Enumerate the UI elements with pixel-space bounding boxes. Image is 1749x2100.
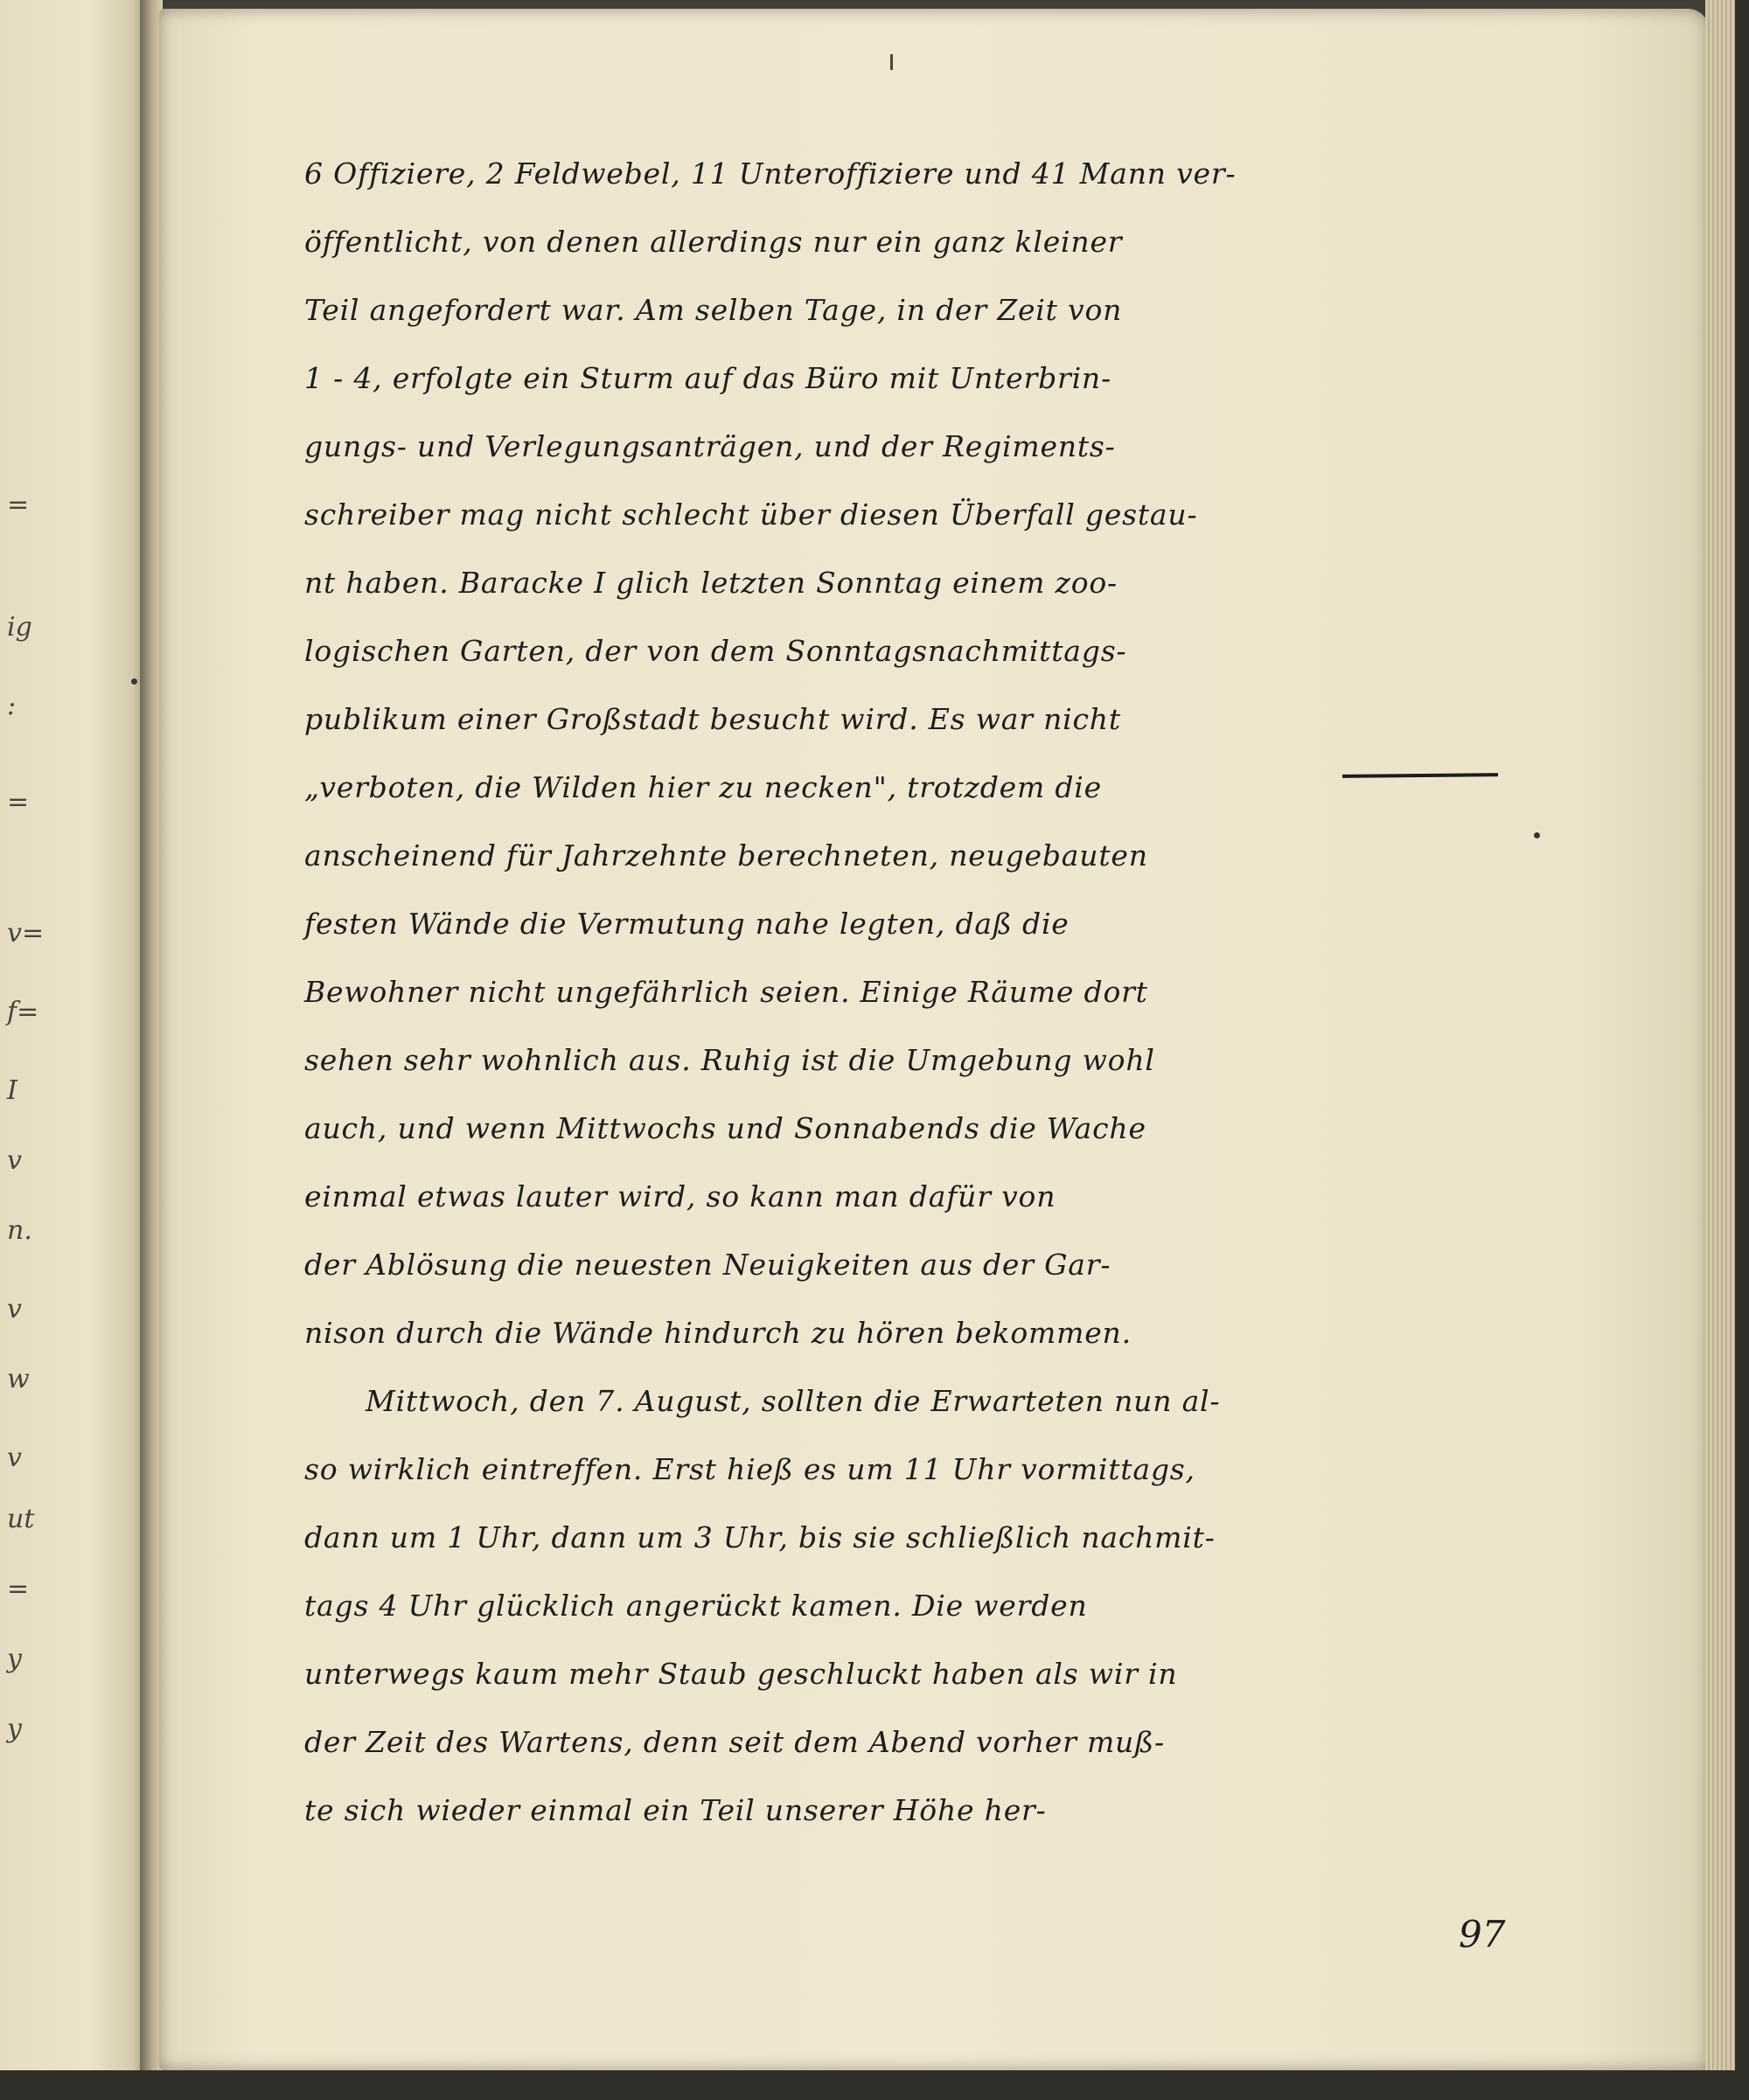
margin-mark: v: [7, 1145, 22, 1176]
scan-bottom-edge: [0, 2070, 1749, 2100]
margin-mark: v=: [7, 918, 45, 949]
text-line: auch, und wenn Mittwochs und Sonnabends die Wache: [304, 1111, 1146, 1145]
handwritten-text-block: [304, 140, 1555, 1845]
text-line: 6 Offiziere, 2 Feldwebel, 11 Unteroffiziere und 41 Mann ver-: [304, 156, 1237, 191]
margin-mark: w: [7, 1364, 30, 1394]
margin-mark: =: [7, 1574, 30, 1604]
text-line: unterwegs kaum mehr Staub geschluckt haben als wir in: [304, 1657, 1178, 1691]
left-page: [0, 0, 147, 2100]
text-line: anscheinend für Jahrzehnte berechneten, neugebauten: [304, 838, 1148, 873]
text-line: tags 4 Uhr glücklich angerückt kamen. Die werden: [304, 1589, 1088, 1623]
text-line: sehen sehr wohnlich aus. Ruhig ist die Umgebung wohl: [304, 1043, 1155, 1077]
text-line: der Ablösung die neuesten Neuigkeiten aus der Gar-: [304, 1248, 1111, 1282]
text-line: festen Wände die Vermutung nahe legten, daß die: [304, 907, 1070, 941]
margin-mark: y: [7, 1644, 22, 1674]
margin-mark: ig: [7, 612, 32, 643]
margin-mark: =: [7, 490, 30, 520]
margin-mark: ut: [7, 1504, 35, 1534]
pencil-tick: [890, 54, 893, 70]
margin-mark: y: [7, 1714, 22, 1744]
text-line: Bewohner nicht ungefährlich seien. Einige Räume dort: [304, 975, 1148, 1009]
margin-mark: v: [7, 1443, 22, 1473]
text-line: nison durch die Wände hindurch zu hören bekommen.: [304, 1316, 1132, 1350]
paper-speck: [131, 678, 137, 685]
text-line: schreiber mag nicht schlecht über diesen Überfall gestau-: [304, 497, 1198, 532]
text-line: Mittwoch, den 7. August, sollten die Erwarteten nun al-: [366, 1384, 1221, 1418]
page-edges: [1705, 0, 1749, 2100]
text-line: te sich wieder einmal ein Teil unserer Höhe her-: [304, 1793, 1047, 1827]
text-line: öffentlicht, von denen allerdings nur ein ganz kleiner: [304, 225, 1123, 259]
margin-mark: =: [7, 787, 30, 817]
text-line: „verboten, die Wilden hier zu necken", trotzdem die: [304, 770, 1102, 804]
text-line: logischen Garten, der von dem Sonntagsnachmittags-: [304, 634, 1127, 668]
margin-mark: v: [7, 1294, 22, 1325]
margin-mark: n.: [7, 1215, 32, 1246]
left-page-text-edge: [0, 472, 70, 1853]
text-line: dann um 1 Uhr, dann um 3 Uhr, bis sie schließlich nachmit-: [304, 1520, 1216, 1554]
page-number: 97: [1459, 1913, 1506, 1956]
text-line: gungs- und Verlegungsanträgen, und der Regiments-: [304, 429, 1116, 463]
margin-mark: :: [7, 691, 17, 721]
text-line: einmal etwas lauter wird, so kann man dafür von: [304, 1179, 1056, 1213]
text-line: der Zeit des Wartens, denn seit dem Abend vorher muß-: [304, 1725, 1165, 1759]
margin-mark: f=: [7, 997, 39, 1027]
margin-mark: I: [7, 1075, 17, 1106]
text-line: publikum einer Großstadt besucht wird. Es war nicht: [304, 702, 1121, 736]
text-line: so wirklich eintreffen. Erst hieß es um 11 Uhr vormittags,: [304, 1452, 1195, 1486]
text-line: 1 - 4, erfolgte ein Sturm auf das Büro mit Unterbrin-: [304, 361, 1111, 395]
text-line: Teil angefordert war. Am selben Tage, in der Zeit von: [304, 293, 1123, 327]
text-line: nt haben. Baracke I glich letzten Sonntag einem zoo-: [304, 566, 1118, 600]
